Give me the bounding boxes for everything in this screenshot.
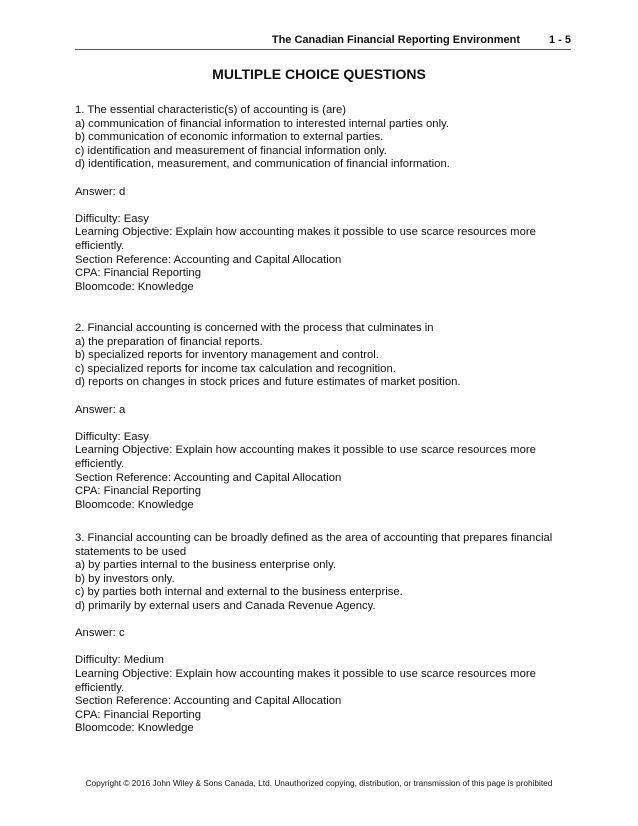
option-c: c) specialized reports for income tax calculation and recognition. — [75, 362, 396, 375]
option-a: a) communication of financial information to interested internal parties only. — [75, 117, 450, 130]
question-stem: 2. Financial accounting is concerned with the process that culminates in — [75, 322, 434, 334]
question-stem: 1. The essential characteristic(s) of accounting is (are) — [75, 104, 347, 116]
question-3 — [75, 532, 575, 736]
option-a: a) the preparation of financial reports. — [75, 335, 263, 348]
difficulty: Difficulty: Easy — [75, 212, 149, 225]
learning-objective: Learning Objective: Explain how accounting makes it possible to use scarce resources more efficiently. — [75, 444, 536, 470]
bloomcode: Bloomcode: Knowledge — [75, 722, 194, 735]
bloomcode: Bloomcode: Knowledge — [75, 280, 194, 293]
learning-objective: Learning Objective: Explain how accounting makes it possible to use scarce resources more efficiently. — [75, 667, 536, 694]
cpa: CPA: Financial Reporting — [75, 708, 201, 721]
cpa: CPA: Financial Reporting — [75, 267, 201, 280]
running-header — [75, 34, 571, 50]
answer: Answer: a — [75, 403, 126, 416]
section-heading: MULTIPLE CHOICE QUESTIONS — [212, 66, 426, 82]
question-stem: 3. Financial accounting can be broadly defined as the area of accounting that prepares financial statements to be used — [75, 532, 553, 558]
difficulty: Difficulty: Easy — [75, 430, 149, 443]
bloomcode: Bloomcode: Knowledge — [75, 498, 194, 511]
section-reference: Section Reference: Accounting and Capital Allocation — [75, 471, 342, 484]
option-c: c) identification and measurement of financial information only. — [75, 144, 387, 157]
option-c: c) by parties both internal and external to the business enterprise. — [75, 586, 403, 599]
header-title: The Canadian Financial Reporting Environment — [271, 34, 520, 46]
question-2 — [75, 322, 575, 512]
option-d: d) identification, measurement, and communication of financial information. — [75, 158, 450, 171]
answer: Answer: d — [75, 185, 126, 198]
section-reference: Section Reference: Accounting and Capital Allocation — [75, 695, 342, 708]
option-d: d) reports on changes in stock prices and future estimates of market position. — [75, 376, 461, 389]
answer: Answer: c — [75, 627, 125, 640]
option-d: d) primarily by external users and Canada Revenue Agency. — [75, 599, 376, 612]
section-reference: Section Reference: Accounting and Capital Allocation — [75, 253, 342, 266]
option-a: a) by parties internal to the business enterprise only. — [75, 559, 337, 572]
option-b: b) communication of economic information to external parties. — [75, 131, 384, 144]
option-b: b) by investors only. — [75, 572, 175, 585]
copyright-footer: Copyright © 2016 John Wiley & Sons Canada, Ltd. Unauthorized copying, distribution, or transmission of this page is prohibited — [85, 778, 553, 788]
option-b: b) specialized reports for inventory management and control. — [75, 349, 379, 362]
difficulty: Difficulty: Medium — [75, 654, 164, 667]
page-number: 1 - 5 — [548, 34, 571, 46]
learning-objective: Learning Objective: Explain how accounting makes it possible to use scarce resources more efficiently. — [75, 226, 536, 252]
cpa: CPA: Financial Reporting — [75, 485, 201, 498]
question-1 — [75, 104, 575, 294]
